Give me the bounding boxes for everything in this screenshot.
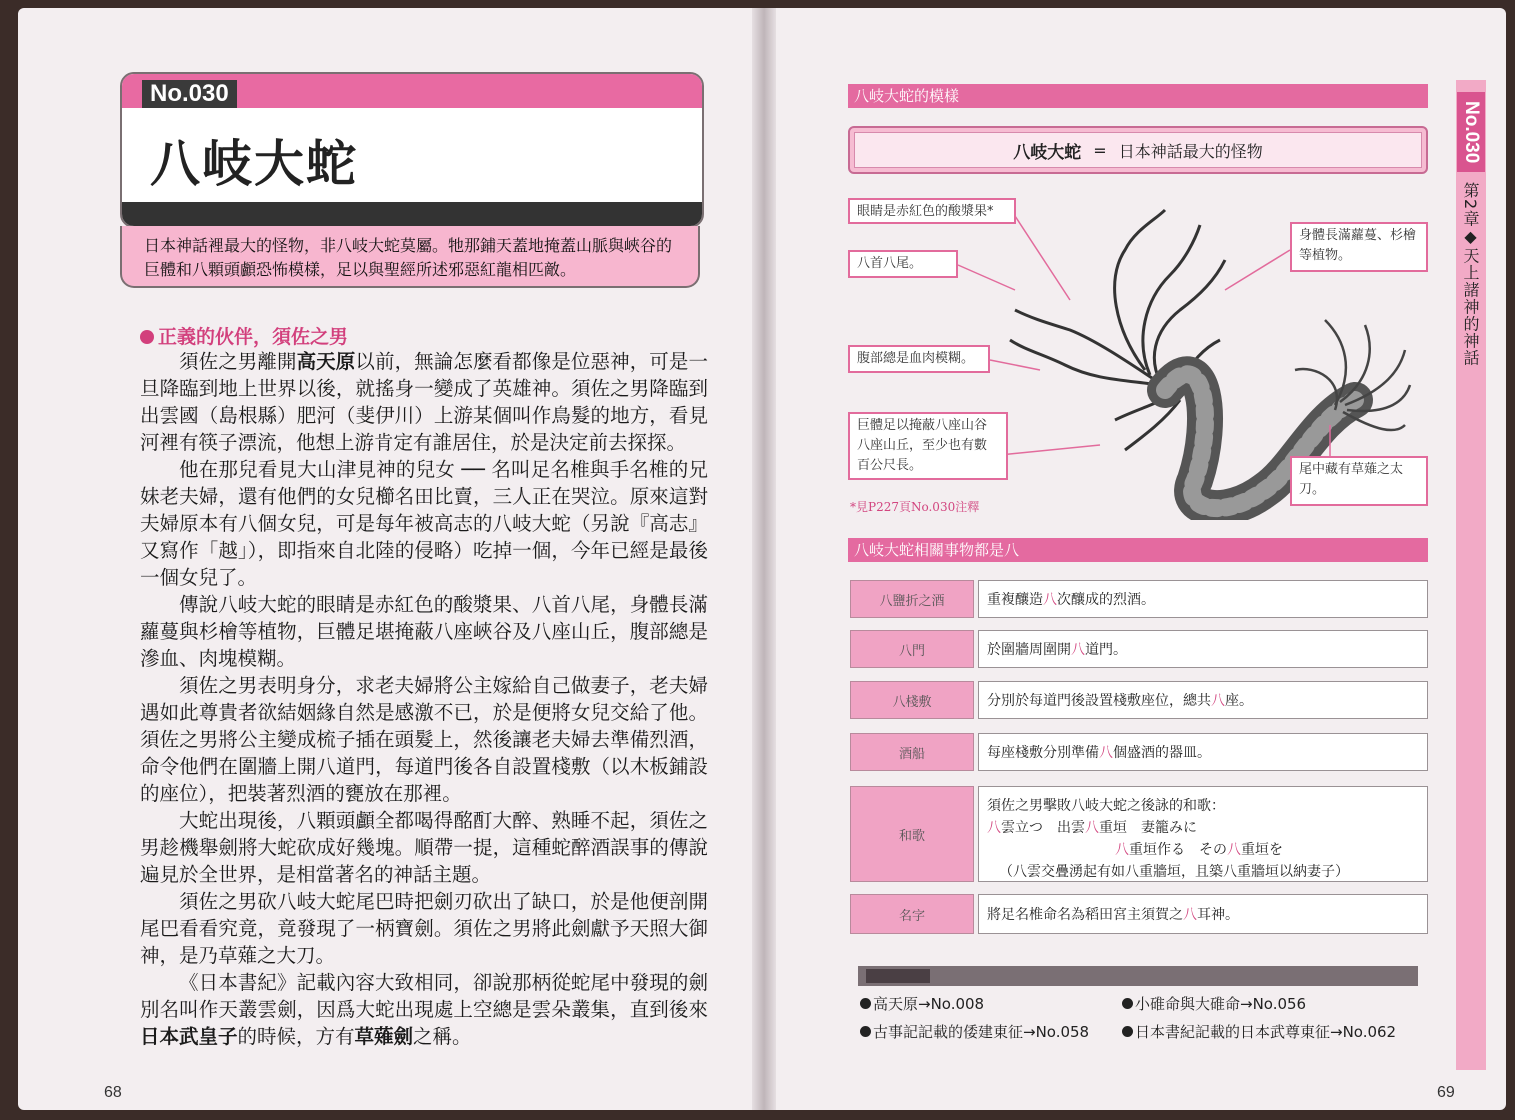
- page-title: 八岐大蛇: [150, 135, 358, 193]
- title-box: [120, 72, 704, 228]
- bullet-icon: [860, 998, 871, 1009]
- chapter-tab: [1456, 80, 1486, 1070]
- equation-box: [848, 126, 1428, 174]
- table-row-key: 和歌: [850, 786, 974, 882]
- bullet-icon: [1122, 1026, 1133, 1037]
- reference-link[interactable]: 小碓命與大碓命→No.056: [1122, 993, 1306, 1014]
- paragraph: 傳說八岐大蛇的眼睛是赤紅色的酸漿果、八首八尾，身體長滿蘿蔓與杉檜等植物，巨體足堪掩蔽八座峽谷及八座山丘，腹部總是滲血、肉塊模糊。: [140, 593, 708, 670]
- paragraph: 他在那兒看見大山津見神的兒女 ── 名叫足名椎與手名椎的兄妹老夫婦，還有他們的女兒櫛名田比賣，三人正在哭泣。原來這對夫婦原本有八個女兒，可是每年被高志的八岐大蛇（另說『高志』又寫作「越」），即指來自北陸的侵略）吃掉一個，今年已經是最後一個女兒了。: [140, 458, 708, 589]
- reference-link[interactable]: 高天原→No.008: [860, 993, 984, 1014]
- bullet-icon: [1122, 998, 1133, 1009]
- table-row-value: 分別於每道門後設置棧敷座位，總共 八 座。: [978, 681, 1428, 719]
- equation-term: 八岐大蛇: [1013, 142, 1082, 163]
- book-spine: [752, 8, 776, 1110]
- equation-definition: 日本神話最大的怪物: [1118, 141, 1263, 161]
- table-row-key: 酒船: [850, 733, 974, 771]
- table-row-value: 將足名椎命名為稻田宮主須賀之 八 耳神。: [978, 894, 1428, 934]
- paragraph: 《日本書紀》記載內容大致相同，卻說那柄從蛇尾中發現的劍別名叫作天叢雲劍，因爲大蛇出現處上空總是雲朵叢集，直到後來日本武皇子的時候，方有草薙劍之稱。: [140, 971, 708, 1048]
- page-number-left: 68: [104, 1084, 122, 1101]
- bullet-icon: [140, 330, 154, 344]
- related-items-label: [866, 969, 930, 983]
- related-items-header: [858, 966, 1418, 986]
- table-row-value: 重複釀造 八 次釀成的烈酒。: [978, 580, 1428, 618]
- table-row-key: 八棧敷: [850, 681, 974, 719]
- section2-heading: 八岐大蛇相關事物都是八: [848, 538, 1428, 562]
- reference-link[interactable]: 日本書紀記載的日本武尊東征→No.062: [1122, 1021, 1396, 1042]
- table-row-key: 名字: [850, 894, 974, 934]
- reference-link[interactable]: 古事記記載的倭建東征→No.058: [860, 1021, 1089, 1042]
- paragraph: 大蛇出現後，八顆頭顱全都喝得酩酊大醉、熟睡不起，須佐之男趁機舉劍將大蛇砍成好幾塊。順帶一提，這種蛇醉酒誤事的傳說遍見於全世界，是相當著名的神話主題。: [140, 809, 708, 886]
- tab-number: No.030: [1457, 92, 1485, 172]
- page-number-right: 69: [1437, 1084, 1455, 1101]
- section-heading-text: 正義的伙伴，須佐之男: [158, 326, 349, 348]
- callout-size: 巨體足以掩蔽八座山谷八座山丘，至少也有數百公尺長。: [848, 412, 1008, 480]
- callout-eyes: 眼睛是赤紅色的酸漿果*: [848, 198, 1016, 224]
- section1-heading: 八岐大蛇的模樣: [848, 84, 1428, 108]
- body-text: [140, 348, 708, 1050]
- tab-chapter-text: 第2章◆天上諸神的神話: [1461, 182, 1480, 367]
- paragraph: 須佐之男離開高天原以前，無論怎麼看都像是位惡神，可是一旦降臨到地上世界以後，就搖身一變成了英雄神。須佐之男降臨到出雲國（島根縣）肥河（斐伊川）上游某個叫作鳥髮的地方，看見河裡有筷子漂流，他想上游肯定有誰居住，於是決定前去探探。: [140, 350, 708, 454]
- table-row-key: 八鹽折之酒: [850, 580, 974, 618]
- callout-heads: 八首八尾。: [848, 250, 958, 278]
- summary-box: 日本神話裡最大的怪物，非八岐大蛇莫屬。牠那鋪天蓋地掩蓋山脈與峽谷的巨體和八顆頭顱恐怖模樣，足以與聖經所述邪惡紅龍相匹敵。: [120, 226, 700, 288]
- bullet-icon: [860, 1026, 871, 1037]
- table-row-key: 八門: [850, 630, 974, 668]
- table-row-value-waka: 須佐之男擊敗八岐大蛇之後詠的和歌： 八雲立つ 出雲八重垣 妻籠みに 八重垣作る その八重垣を （八雲交疊湧起有如八重牆垣，且築八重牆垣以納妻子）: [978, 786, 1428, 882]
- paragraph: 須佐之男表明身分，求老夫婦將公主嫁給自己做妻子，老夫婦遇如此尊貴者欲結姻緣自然是感激不已，於是便將女兒交給了他。須佐之男將公主變成梳子插在頭髮上，然後讓老夫婦去準備烈酒，命令他們在圍牆上開八道門，每道門後各自設置棧敷（以木板鋪設的座位），把裝著烈酒的甕放在那裡。: [140, 674, 708, 805]
- table-row-value: 每座棧敷分別準備 八 個盛酒的器皿。: [978, 733, 1428, 771]
- callout-tail: 尾中藏有草薙之太刀。: [1290, 456, 1428, 506]
- callout-body-plants: 身體長滿蘿蔓、杉檜等植物。: [1290, 222, 1428, 272]
- equals-sign: =: [1093, 140, 1107, 160]
- equation-inner: [854, 132, 1422, 168]
- callout-belly: 腹部總是血肉模糊。: [848, 345, 990, 373]
- footnote: *見P227頁No.030注釋: [850, 500, 980, 514]
- table-row-value: 於圍牆周圍開 八 道門。: [978, 630, 1428, 668]
- paragraph: 須佐之男砍八岐大蛇尾巴時把劍刃砍出了缺口，於是他便剖開尾巴看看究竟，竟發現了一柄寶劍。須佐之男將此劍獻予天照大御神，是乃草薙之大刀。: [140, 890, 708, 967]
- entry-number: No.030: [142, 80, 237, 108]
- section-heading: [140, 322, 348, 349]
- title-bottom-band: [122, 202, 702, 226]
